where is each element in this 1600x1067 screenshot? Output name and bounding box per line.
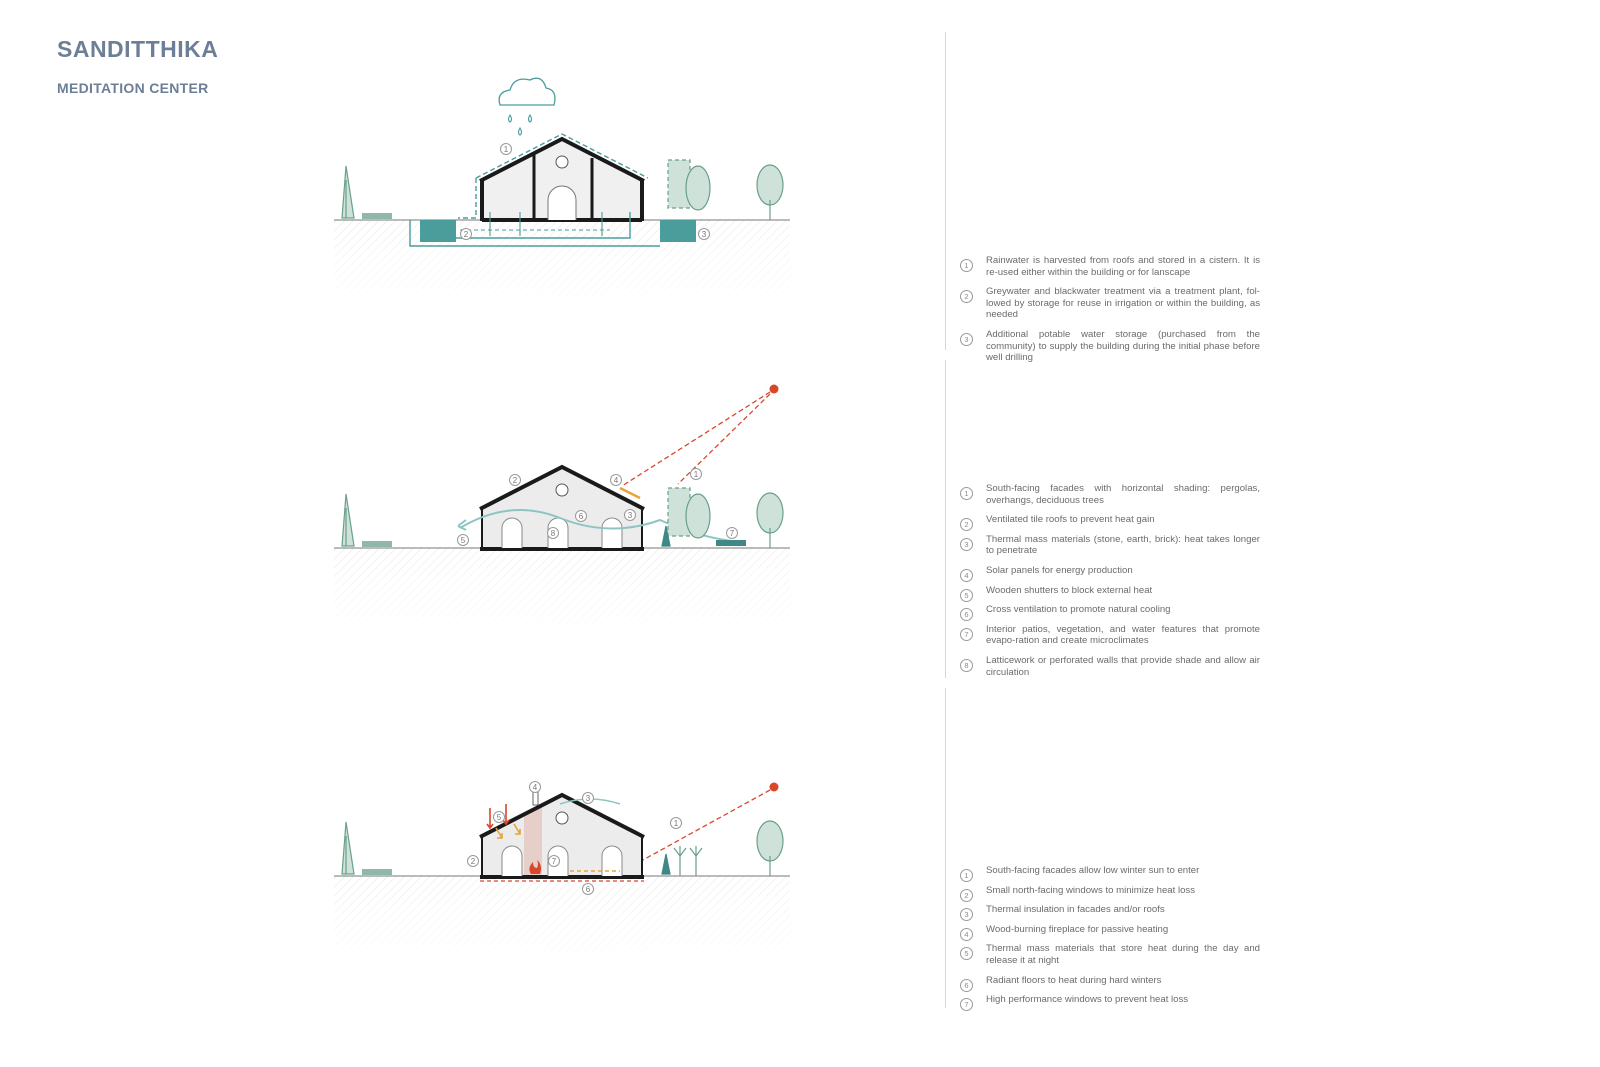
winter-marker-3: 3 [585,794,591,803]
summer-marker-4: 4 [613,476,619,485]
legend-item: 1 Rainwater is harvested from roofs and stored in a cistern. It is re-used either within the building or for lanscape [960,255,1260,278]
water-marker-1: 1 [503,145,509,154]
divider-winter [945,688,946,1008]
page-title: SANDITTHIKA [57,36,219,62]
legend-item: 7 Interior patios, vegetation, and water features that promote evapo-ration and create microclimates [960,624,1260,647]
divider-water [945,32,946,350]
legend-item: 2 Ventilated tile roofs to prevent heat gain [960,514,1260,526]
water-marker-2: 2 [463,230,469,239]
water-section-diagram [330,40,800,360]
winter-section-diagram [330,696,800,1016]
legend-item: 1 South-facing facades with horizontal shading: pergolas, overhangs, deciduous trees [960,483,1260,506]
legend-item: 3 Thermal mass materials (stone, earth, brick): heat takes longer to penetrate [960,534,1260,557]
summer-section-diagram [330,368,800,688]
legend-item: 6 Cross ventilation to promote natural cooling [960,604,1260,616]
winter-marker-6: 6 [585,885,591,894]
legend-item: 2 Small north-facing windows to minimize heat loss [960,885,1260,897]
winter-marker-1: 1 [673,819,679,828]
legend-item: 4 Wood-burning fireplace for passive heating [960,924,1260,936]
summer-marker-6: 6 [578,512,584,521]
winter-marker-5: 5 [496,813,502,822]
winter-marker-2: 2 [470,857,476,866]
legend-item: 1 South-facing facades allow low winter sun to enter [960,865,1260,877]
winter-marker-4: 4 [532,783,538,792]
summer-marker-7: 7 [729,529,735,538]
divider-summer [945,360,946,678]
raindrop-icon [509,115,532,135]
water-marker-3: 3 [701,230,707,239]
legend-item: 8 Latticework or perforated walls that provide shade and allow air circulation [960,655,1260,678]
page-subtitle: MEDITATION CENTER [57,80,209,96]
legend-water [960,255,1260,372]
legend-item: 2 Greywater and blackwater treatment via a treatment plant, fol-lowed by storage for reuse in irrigation or within the building, as needed [960,286,1260,321]
legend-item: 7 High performance windows to prevent heat loss [960,994,1260,1006]
legend-item: 3 Thermal insulation in facades and/or roofs [960,904,1260,916]
summer-marker-2: 2 [512,476,518,485]
legend-item: 5 Thermal mass materials that store heat during the day and release it at night [960,943,1260,966]
legend-item: 6 Radiant floors to heat during hard winters [960,975,1260,987]
summer-marker-3: 3 [627,511,633,520]
legend-item: 3 Additional potable water storage (purchased from the community) to supply the building during the initial phase before well drilling [960,329,1260,364]
summer-marker-8: 8 [550,529,556,538]
legend-item: 4 Solar panels for energy production [960,565,1260,577]
legend-item: 5 Wooden shutters to block external heat [960,585,1260,597]
sun-icon [770,783,779,792]
summer-marker-5: 5 [460,536,466,545]
cloud-icon [499,78,555,105]
winter-marker-7: 7 [551,857,557,866]
sun-icon [770,385,779,394]
legend-winter [960,865,1260,1014]
legend-summer [960,483,1260,686]
summer-marker-1: 1 [693,470,699,479]
